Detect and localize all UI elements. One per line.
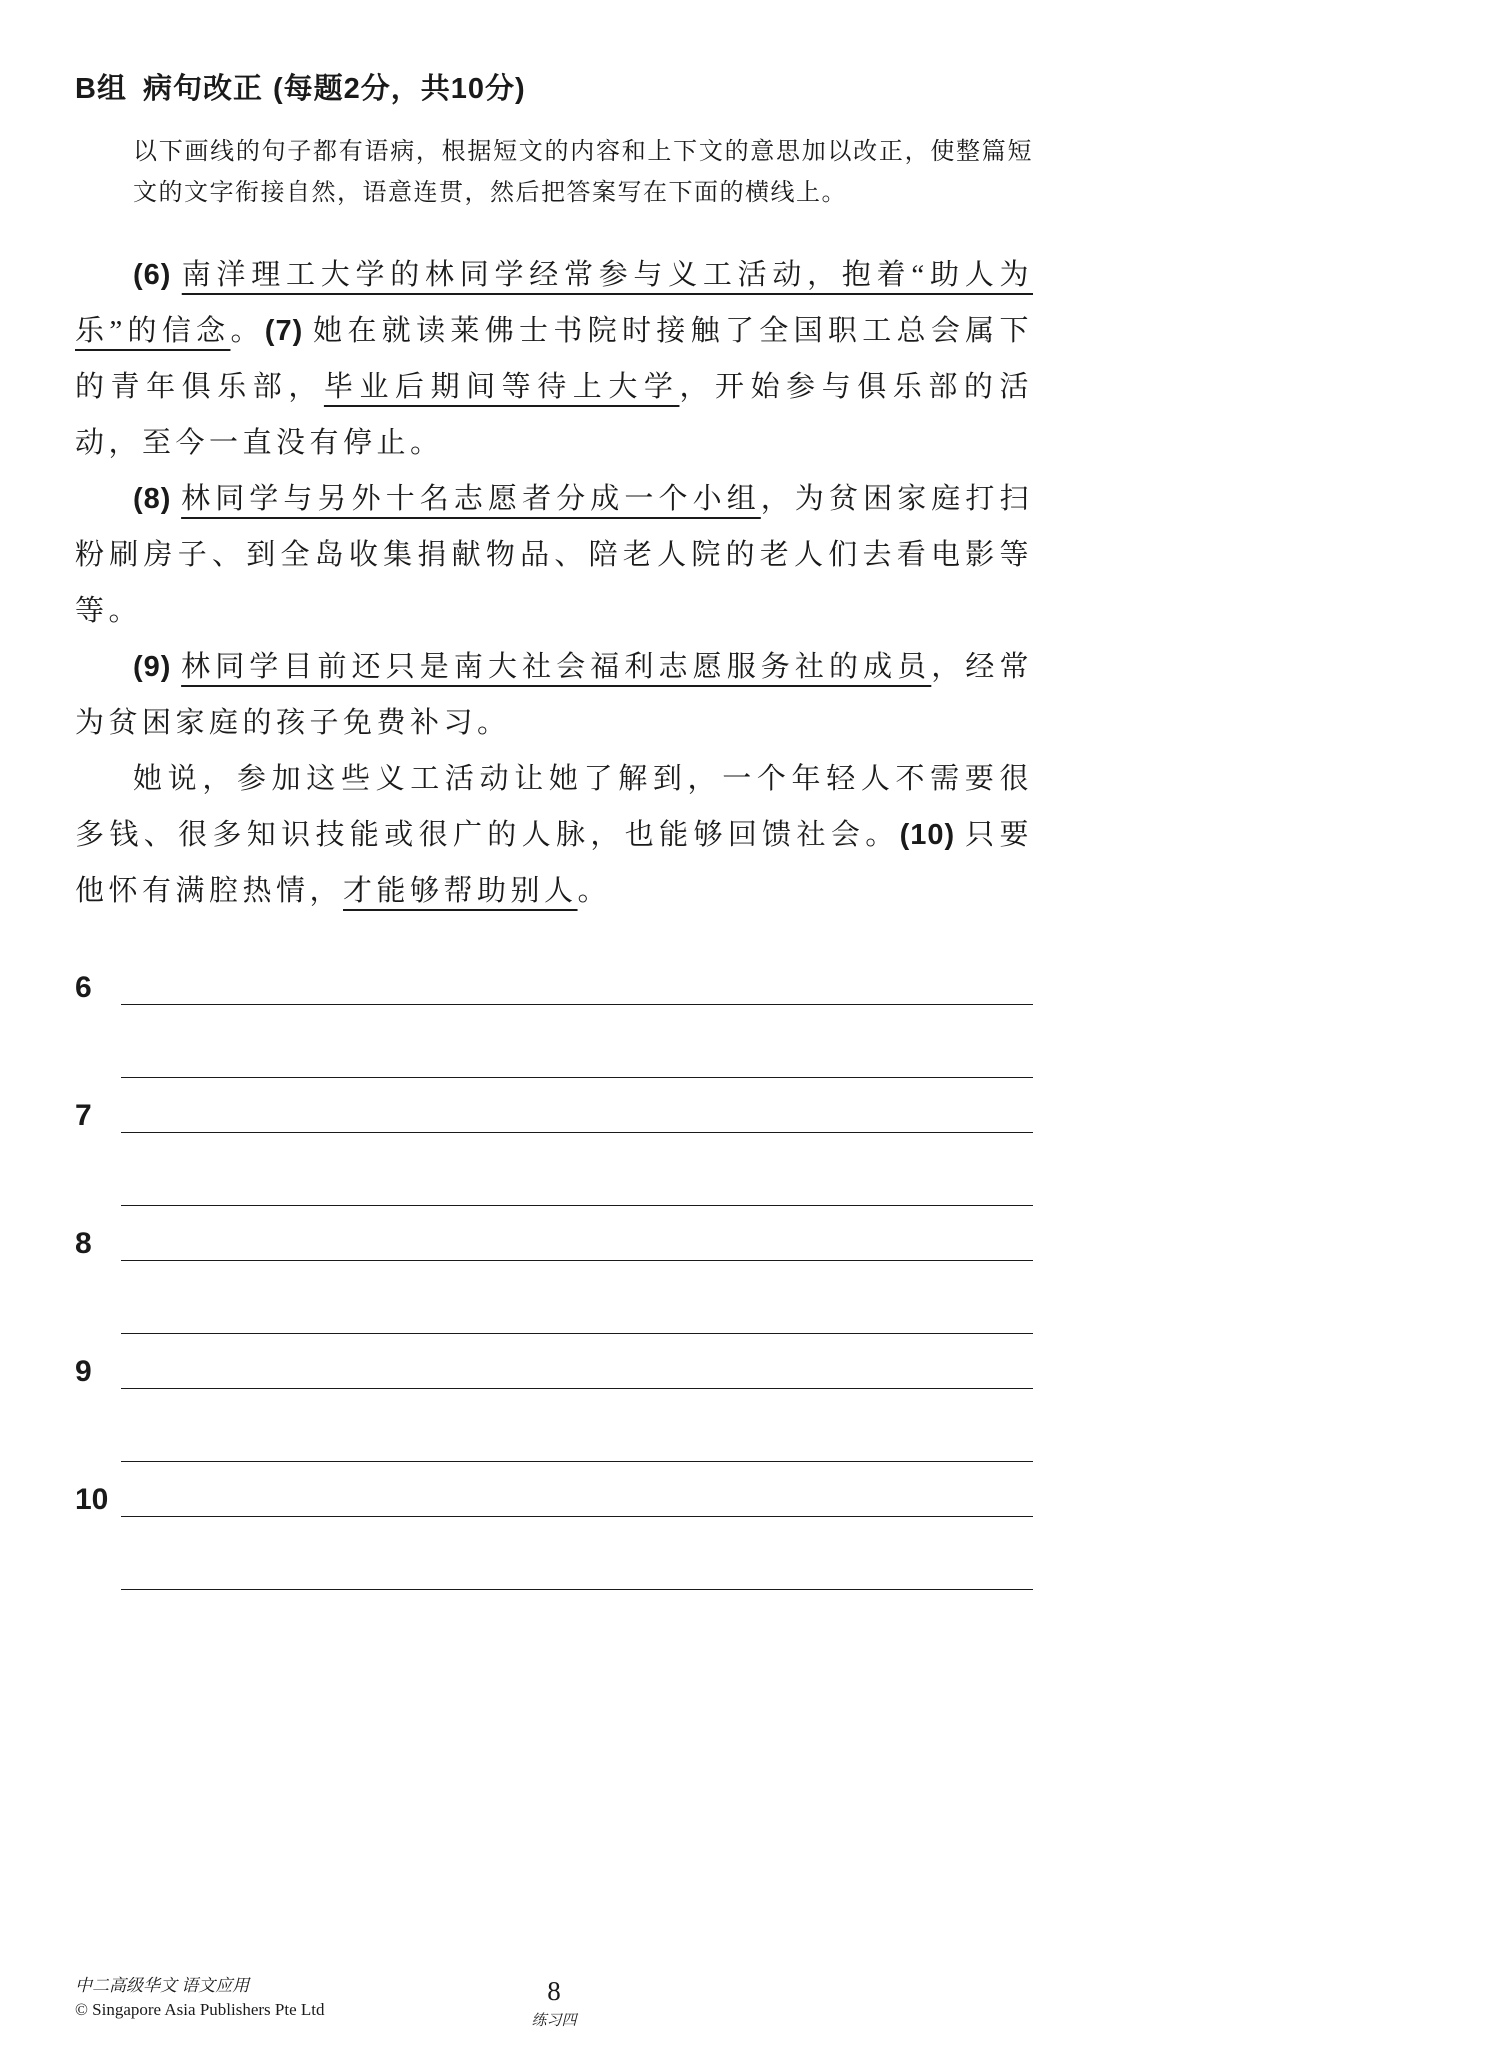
footer-center: [75, 1976, 1033, 2030]
answer-row: [75, 1097, 1033, 1133]
answer-row: [75, 1298, 1033, 1334]
passage-text: 她在就读莱佛士书院时接触了全国职工总会属下的青年俱乐部，: [75, 315, 1033, 403]
answer-section: [75, 969, 1033, 1590]
section-label: B组: [75, 73, 127, 105]
answer-row: [75, 969, 1033, 1005]
underlined-segment: 林同学与另外十名志愿者分成一个小组: [181, 483, 761, 515]
answer-line: [121, 969, 1033, 1005]
book-title: 中二高级华文 语文应用: [75, 1976, 250, 1995]
section-marks: (每题2分，共10分): [272, 73, 526, 105]
answer-block: [75, 1481, 1033, 1590]
section-header: [75, 66, 1033, 107]
answer-block: [75, 969, 1033, 1078]
question-number: (6): [133, 259, 182, 291]
question-number: (7): [264, 315, 314, 347]
passage-text: 。: [230, 315, 265, 347]
answer-line: [121, 1554, 1033, 1590]
answer-row: [75, 1170, 1033, 1206]
answer-row: [75, 1042, 1033, 1078]
passage-text: 只要他怀有满腔热情，: [75, 819, 1033, 907]
answer-number: 8: [75, 1227, 92, 1260]
answer-block: [75, 1097, 1033, 1206]
answer-row: [75, 1554, 1033, 1590]
question-number: (8): [133, 483, 182, 515]
answer-row: [75, 1353, 1033, 1389]
answer-number: 7: [75, 1099, 92, 1132]
underlined-segment: 林同学目前还只是南大社会福利志愿服务社的成员: [181, 651, 932, 683]
passage-paragraph: [75, 471, 1033, 639]
question-number: (10): [899, 819, 966, 851]
answer-number: 6: [75, 971, 92, 1004]
underlined-segment: 才能够帮助别人: [343, 875, 578, 907]
answer-block: [75, 1353, 1033, 1462]
answer-line: [121, 1353, 1033, 1389]
passage-paragraph: [75, 639, 1033, 751]
answer-number: 9: [75, 1355, 92, 1388]
answer-block: [75, 1225, 1033, 1334]
answer-row: [75, 1426, 1033, 1462]
answer-line: [121, 1042, 1033, 1078]
passage-text: 。: [577, 875, 612, 907]
instructions: 以下画线的句子都有语病，根据短文的内容和上下文的意思加以改正，使整篇短文的文字衔接自然，语意连贯，然后把答案写在下面的横线上。: [133, 138, 1033, 206]
passage-text: ，经常为贫困家庭的孩子免费补习。: [75, 651, 1033, 739]
exercise-label: 练习四: [531, 2013, 577, 2029]
answer-row: [75, 1481, 1033, 1517]
answer-line: [121, 1225, 1033, 1261]
answer-line: [121, 1170, 1033, 1206]
content-column: [75, 66, 1033, 1609]
underlined-segment: 毕业后期间等待上大学: [323, 371, 680, 403]
copyright: © Singapore Asia Publishers Pte Ltd: [75, 2000, 325, 2019]
passage: [75, 247, 1033, 919]
answer-line: [121, 1298, 1033, 1334]
passage-paragraph: [75, 751, 1033, 919]
passage-text: ，为贫困家庭打扫粉刷房子、到全岛收集捐献物品、陪老人院的老人们去看电影等等。: [75, 483, 1033, 627]
answer-line: [121, 1426, 1033, 1462]
passage-text: 她说，参加这些义工活动让她了解到，一个年轻人不需要很多钱、很多知识技能或很广的人脉，也能够回馈社会。: [75, 763, 1033, 851]
answer-row: [75, 1225, 1033, 1261]
underlined-segment: 南洋理工大学的林同学经常参与义工活动，抱着“助人为乐”的信念: [75, 259, 1034, 347]
answer-number: 10: [75, 1483, 109, 1516]
answer-line: [121, 1481, 1033, 1517]
passage-paragraph: [75, 247, 1033, 471]
question-number: (9): [133, 651, 182, 683]
page-number: 8: [547, 1976, 561, 2006]
passage-text: ，开始参与俱乐部的活动，至今一直没有停止。: [75, 371, 1033, 459]
section-title: 病句改正: [142, 73, 263, 105]
answer-line: [121, 1097, 1033, 1133]
